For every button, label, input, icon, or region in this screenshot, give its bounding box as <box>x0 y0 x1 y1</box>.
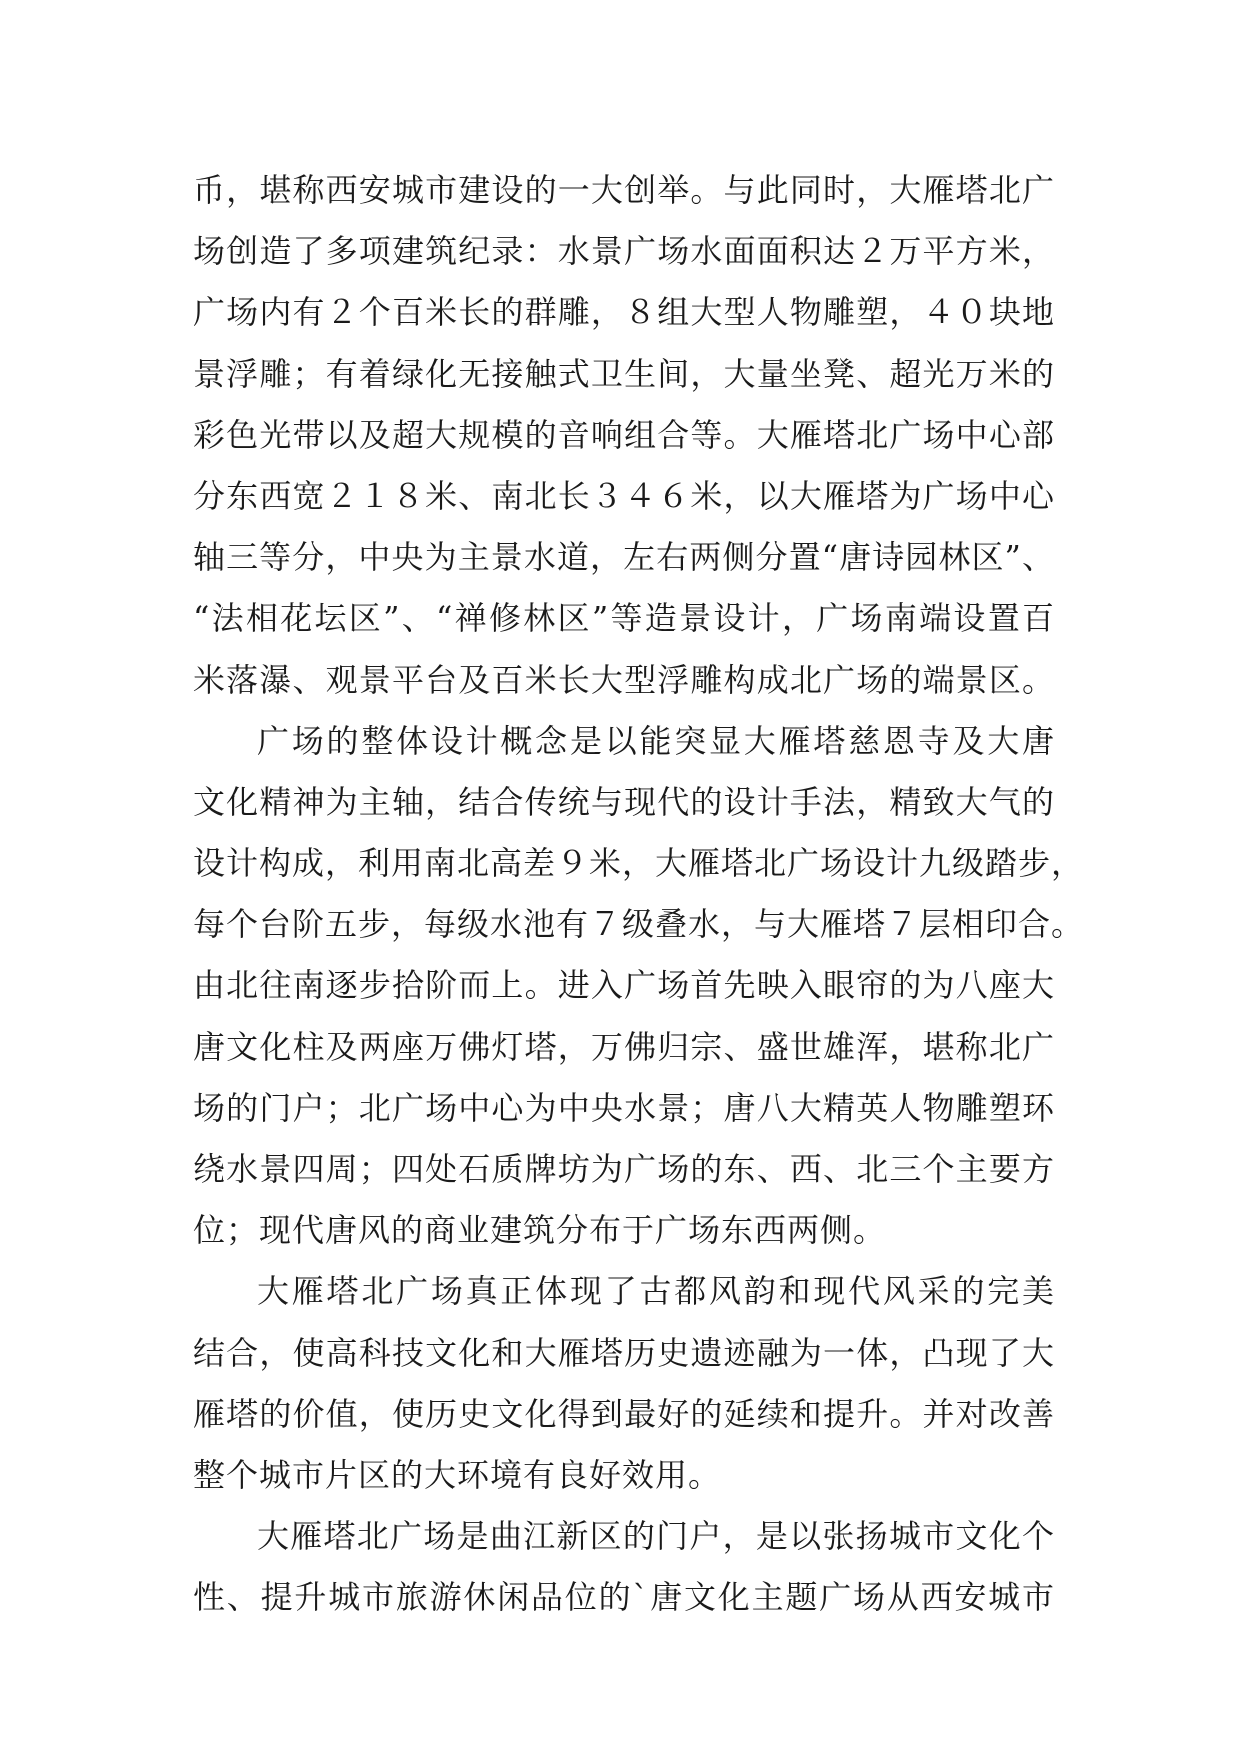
text-line: 位；现代唐风的商业建筑分布于广场东西两侧。 <box>193 1211 887 1250</box>
paragraph-4 <box>193 1506 1055 1628</box>
paragraph-2 <box>193 711 1085 1262</box>
text-line: 币，堪称西安城市建设的一大创举。与此同时，大雁塔北广 <box>193 171 1055 209</box>
text-line: “法相花坛区”、“禅修林区”等造景设计，广场南端设置百 <box>193 599 1055 638</box>
text-line: 设计构成，利用南北高差９米，大雁塔北广场设计九级踏步， <box>193 844 1085 883</box>
text-line: 轴三等分，中央为主景水道，左右两侧分置“唐诗园林区”、 <box>193 538 1055 577</box>
text-line: 大雁塔北广场真正体现了古都风韵和现代风采的完美 <box>257 1272 1055 1311</box>
document-body <box>193 160 1085 1629</box>
text-line: 场创造了多项建筑纪录：水景广场水面面积达２万平方米， <box>193 232 1055 271</box>
text-line: 彩色光带以及超大规模的音响组合等。大雁塔北广场中心部 <box>193 415 1055 454</box>
text-line: 由北往南逐步拾阶而上。进入广场首先映入眼帘的为八座大 <box>193 966 1055 1005</box>
text-line: 分东西宽２１８米、南北长３４６米，以大雁塔为广场中心 <box>193 476 1055 515</box>
text-line: 广场的整体设计概念是以能突显大雁塔慈恩寺及大唐 <box>257 721 1055 760</box>
text-line: 绕水景四周；四处石质牌坊为广场的东、西、北三个主要方 <box>193 1150 1055 1188</box>
paragraph-3 <box>193 1261 1055 1506</box>
text-line: 每个台阶五步，每级水池有７级叠水，与大雁塔７层相印合。 <box>193 905 1085 944</box>
text-line: 整个城市片区的大环境有良好效用。 <box>193 1455 722 1494</box>
text-line: 雁塔的价值，使历史文化得到最好的延续和提升。并对改善 <box>193 1394 1055 1433</box>
text-line: 性、提升城市旅游休闲品位的`唐文化主题广场从西安城市 <box>193 1578 1055 1617</box>
text-line: 广场内有２个百米长的群雕，８组大型人物雕塑，４０块地 <box>193 293 1055 332</box>
text-line: 景浮雕；有着绿化无接触式卫生间，大量坐凳、超光万米的 <box>193 354 1055 393</box>
text-line: 结合，使高科技文化和大雁塔历史遗迹融为一体，凸现了大 <box>193 1333 1055 1372</box>
text-line: 米落瀑、观景平台及百米长大型浮雕构成北广场的端景区。 <box>193 660 1055 699</box>
text-line: 唐文化柱及两座万佛灯塔，万佛归宗、盛世雄浑，堪称北广 <box>193 1027 1055 1066</box>
text-line: 大雁塔北广场是曲江新区的门户，是以张扬城市文化个 <box>257 1517 1055 1556</box>
text-line: 文化精神为主轴，结合传统与现代的设计手法，精致大气的 <box>193 782 1055 821</box>
paragraph-1 <box>193 160 1055 711</box>
text-line: 场的门户；北广场中心为中央水景；唐八大精英人物雕塑环 <box>193 1088 1055 1127</box>
